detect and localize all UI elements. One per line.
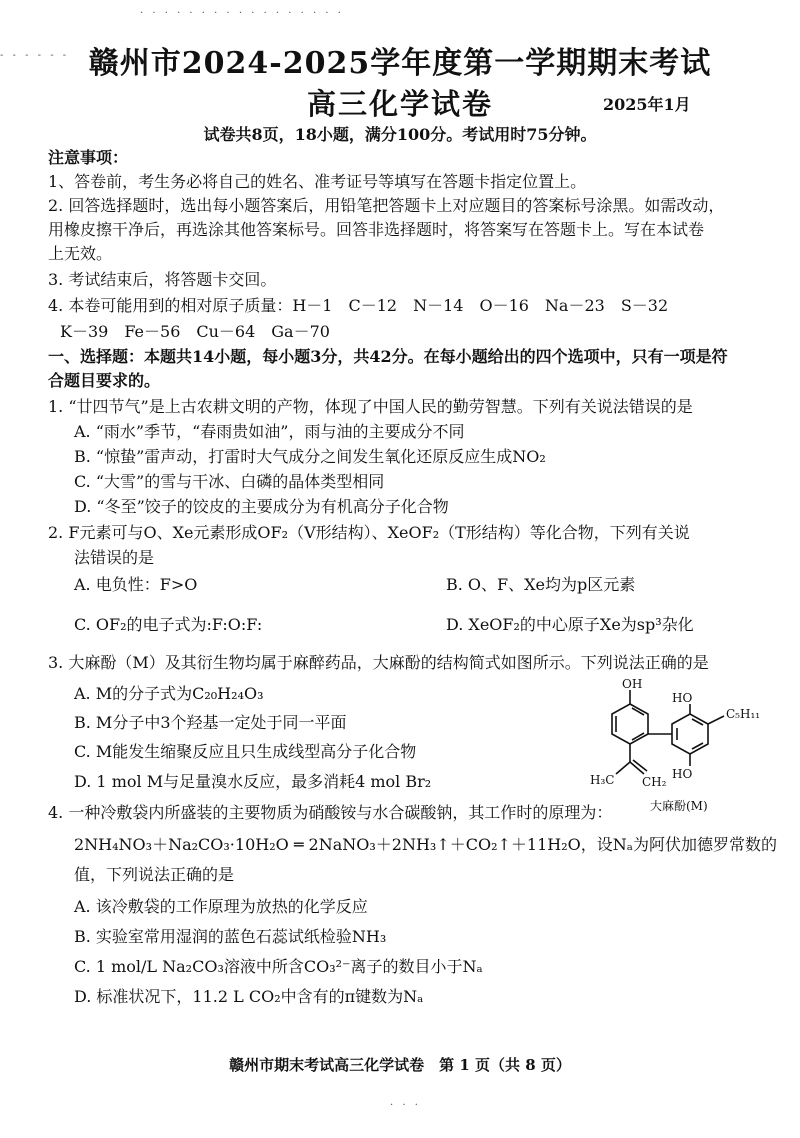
q2-option-c: C. OF₂的电子式为:F:O:F: — [74, 615, 263, 634]
q3-option-a: A. M的分子式为C₂₀H₂₄O₃ — [74, 684, 264, 703]
q4-option-d: D. 标准状况下，11.2 L CO₂中含有的π键数为Nₐ — [74, 987, 424, 1006]
exam-date: 2025年1月 — [603, 95, 691, 114]
note-4-line-a: 4. 本卷可能用到的相对原子质量：H－1 C－12 N－14 O－16 Na－23 S－32 — [48, 296, 669, 315]
q4-equation: 2NH₄NO₃＋Na₂CO₃·10H₂O ═ 2NaNO₃＋2NH₃↑＋CO₂↑＋11H₂O，设Nₐ为阿伏加德罗常数的 — [74, 835, 777, 854]
q1-option-d: D. “冬至”饺子的饺皮的主要成分为有机高分子化合物 — [74, 497, 449, 516]
structure-label-ho-upper: HO — [672, 691, 693, 705]
q3-option-d: D. 1 mol M与足量溴水反应，最多消耗4 mol Br₂ — [74, 772, 432, 791]
q4-equation-b: 值，下列说法正确的是 — [74, 865, 235, 884]
scan-noise-left: - - - - - - — [0, 50, 70, 61]
structure-label-ho-lower: HO — [672, 767, 693, 781]
exam-info: 试卷共8页，18小题，满分100分。考试用时75分钟。 — [203, 125, 597, 144]
scan-noise-top: · · · · · · · · · · · · · · · · · — [140, 8, 344, 19]
note-1: 1、答卷前，考生务必将自己的姓名、准考证号等填写在答题卡指定位置上。 — [48, 172, 587, 191]
structure-label-oh-top: OH — [622, 677, 643, 691]
q1-stem: 1. “廿四节气”是上古农耕文明的产物，体现了中国人民的勤劳智慧。下列有关说法错误的是 — [48, 397, 693, 416]
exam-title: 赣州市2024-2025学年度第一学期期末考试 — [88, 46, 712, 81]
q2-option-b: B. O、F、Xe均为p区元素 — [446, 575, 636, 594]
q2-stem-b: 法错误的是 — [74, 548, 155, 567]
q2-stem-a: 2. F元素可与O、Xe元素形成OF₂（V形结构）、XeOF₂（T形结构）等化合物，下列有关说 — [48, 523, 690, 542]
structure-caption: 大麻酚(M) — [650, 799, 708, 813]
q3-stem: 3. 大麻酚（M）及其衍生物均属于麻醉药品，大麻酚的结构简式如图所示。下列说法正确的是 — [48, 653, 709, 672]
note-3: 3. 考试结束后，将答题卡交回。 — [48, 270, 277, 289]
q1-option-c: C. “大雪”的雪与干冰、白磷的晶体类型相同 — [74, 472, 385, 491]
structure-label-ch2: CH₂ — [642, 775, 667, 789]
exam-subtitle: 高三化学试卷 — [306, 87, 493, 121]
note-2-line-c: 上无效。 — [48, 244, 113, 263]
cannabinol-structure-figure — [580, 676, 780, 816]
q4-option-a: A. 该冷敷袋的工作原理为放热的化学反应 — [74, 897, 368, 916]
q1-option-b: B. “惊蛰”雷声动，打雷时大气成分之间发生氧化还原反应生成NO₂ — [74, 447, 546, 466]
note-2-line-a: 2. 回答选择题时，选出每小题答案后，用铅笔把答题卡上对应题目的答案标号涂黑。如需改动， — [48, 196, 725, 215]
q4-option-b: B. 实验室常用湿润的蓝色石蕊试纸检验NH₃ — [74, 927, 387, 946]
q4-stem: 4. 一种冷敷袋内所盛装的主要物质为硝酸铵与水合碳酸钠，其工作时的原理为： — [48, 803, 613, 822]
page-footer: 赣州市期末考试高三化学试卷 第 1 页（共 8 页） — [229, 1056, 571, 1074]
note-4-line-b: K－39 Fe－56 Cu－64 Ga－70 — [60, 322, 330, 341]
note-2-line-b: 用橡皮擦干净后，再选涂其他答案标号。回答非选择题时，将答案写在答题卡上。写在本试卷 — [48, 220, 705, 239]
q1-option-a: A. “雨水”季节，“春雨贵如油”，雨与油的主要成分不同 — [74, 422, 465, 441]
q3-option-c: C. M能发生缩聚反应且只生成线型高分子化合物 — [74, 742, 417, 761]
structure-label-c5h11: C₅H₁₁ — [726, 707, 761, 721]
notes-heading: 注意事项： — [48, 148, 129, 167]
q2-option-d: D. XeOF₂的中心原子Xe为sp³杂化 — [446, 615, 694, 634]
q2-option-a: A. 电负性：F>O — [74, 575, 198, 594]
section-heading-b: 合题目要求的。 — [48, 371, 161, 390]
scan-noise-bottom: · · · — [390, 1100, 421, 1111]
section-heading-a: 一、选择题：本题共14小题，每小题3分，共42分。在每小题给出的四个选项中，只有一项是符 — [48, 347, 728, 366]
structure-label-h3c: H₃C — [590, 773, 615, 787]
q4-option-c: C. 1 mol/L Na₂CO₃溶液中所含CO₃²⁻离子的数目小于Nₐ — [74, 957, 483, 976]
q3-option-b: B. M分子中3个羟基一定处于同一平面 — [74, 713, 347, 732]
